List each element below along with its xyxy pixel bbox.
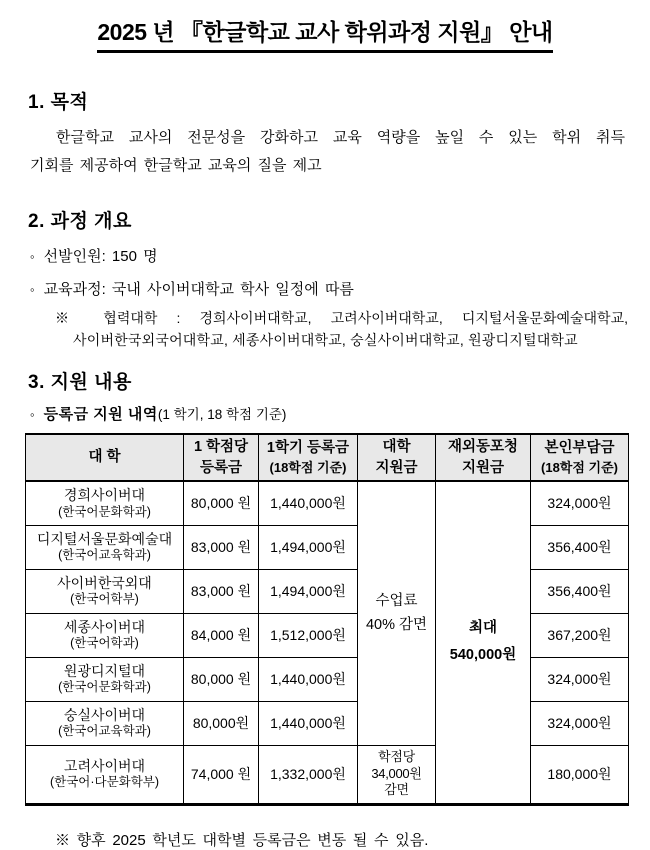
support-line: 감면 <box>384 782 409 798</box>
agency-line: 540,000원 <box>449 647 517 664</box>
per-credit-tuition-cell: 83,000 원 <box>184 569 259 613</box>
header-line: 등록금 <box>199 459 243 476</box>
header-line: (18학점 기준) <box>269 459 347 475</box>
self-payment-cell: 356,400원 <box>531 569 629 613</box>
support-line: 학점당 <box>378 748 415 764</box>
section1-paragraph <box>30 124 625 180</box>
semester-tuition-cell: 1,440,000원 <box>259 481 358 525</box>
self-payment-cell: 324,000원 <box>531 701 629 745</box>
table-row <box>26 525 629 569</box>
support-line: 수업료 <box>375 592 418 609</box>
semester-tuition-cell: 1,494,000원 <box>259 569 358 613</box>
semester-tuition-cell: 1,332,000원 <box>259 745 358 804</box>
university-name: 원광디지털대 <box>63 663 146 680</box>
header-line: 1 학점당 <box>193 438 249 455</box>
header-line: 1학기 등록금 <box>266 439 350 456</box>
self-payment-cell: 324,000원 <box>531 657 629 701</box>
cooperating-universities-note <box>55 307 628 351</box>
university-cell <box>26 701 184 745</box>
university-department: (한국어·다문화학부) <box>49 775 160 790</box>
subheading-bold-text: 등록금 지원 내역 <box>43 406 158 423</box>
university-department: (한국어교육학과) <box>58 724 151 739</box>
support-line: 40% 감면 <box>365 617 428 634</box>
section1-line2: 기회를 제공하여 한글학교 교육의 질을 제고 <box>30 157 322 174</box>
university-cell <box>26 481 184 525</box>
university-cell <box>26 657 184 701</box>
curriculum-item <box>30 279 650 301</box>
semester-tuition-cell: 1,494,000원 <box>259 525 358 569</box>
self-payment-cell: 356,400원 <box>531 525 629 569</box>
tuition-support-subheading <box>30 405 650 425</box>
agency-support-merged-cell <box>436 481 531 804</box>
self-payment-cell: 180,000원 <box>531 745 629 804</box>
support-line: 34,000원 <box>371 765 422 781</box>
self-payment-cell: 367,200원 <box>531 613 629 657</box>
tuition-support-table <box>25 433 629 806</box>
header-line: (18학점 기준) <box>541 459 618 475</box>
table-row <box>26 657 629 701</box>
table-row <box>26 745 629 804</box>
section2-heading: 2. 과정 개요 <box>28 211 132 232</box>
table-header <box>26 434 629 481</box>
document-header <box>0 14 650 53</box>
footnote: ※ 향후 2025 학년도 대학별 등록금은 변동 될 수 있음. <box>55 831 429 849</box>
selection-count-item <box>30 246 650 268</box>
section1-heading: 1. 목적 <box>28 92 89 113</box>
university-name: 경희사이버대 <box>63 487 146 504</box>
per-credit-tuition-cell: 74,000 원 <box>184 745 259 804</box>
university-cell <box>26 613 184 657</box>
curriculum-text: 교육과정: 국내 사이버대학교 학사 일정에 따름 <box>43 281 354 298</box>
university-department: (한국어학부) <box>70 592 139 607</box>
table-body <box>26 481 629 804</box>
university-department: (한국어교육학과) <box>58 548 151 563</box>
semester-tuition-cell: 1,440,000원 <box>259 701 358 745</box>
coop-note-line2: 사이버한국외국어대학교, 세종사이버대학교, 숭실사이버대학교, 원광디지털대학교 <box>73 332 578 348</box>
table-row <box>26 701 629 745</box>
header-line: 대학 <box>382 438 411 455</box>
per-credit-tuition-cell: 83,000 원 <box>184 525 259 569</box>
header-agency-support <box>436 434 531 481</box>
header-per-credit <box>184 434 259 481</box>
header-university-support <box>358 434 436 481</box>
bullet-icon: ◦ <box>30 249 35 264</box>
table-row <box>26 613 629 657</box>
per-credit-tuition-cell: 80,000 원 <box>184 657 259 701</box>
semester-tuition-cell: 1,512,000원 <box>259 613 358 657</box>
table-row <box>26 569 629 613</box>
university-support-row7-cell <box>358 745 436 804</box>
section1-line1: 한글학교 교사의 전문성을 강화하고 교육 역량을 높일 수 있는 학위 취득 <box>56 129 625 146</box>
university-cell <box>26 745 184 804</box>
university-department: (한국어문화학과) <box>58 680 151 695</box>
page-title: 2025 년 『한글학교 교사 학위과정 지원』 안내 <box>97 14 552 53</box>
bullet-icon: ◦ <box>30 282 35 297</box>
university-name: 고려사이버대 <box>63 758 146 775</box>
university-department: (한국어학과) <box>70 636 139 651</box>
per-credit-tuition-cell: 80,000원 <box>184 701 259 745</box>
agency-line: 최대 <box>468 619 497 636</box>
per-credit-tuition-cell: 84,000 원 <box>184 613 259 657</box>
subheading-note-text: (1 학기, 18 학점 기준) <box>157 407 287 422</box>
header-line: 재외동포청 <box>447 438 519 455</box>
university-name: 디지털서울문화예술대 <box>36 531 173 548</box>
header-line: 지원금 <box>461 459 505 476</box>
section3-heading: 3. 지원 내용 <box>28 372 132 393</box>
university-department: (한국어문화학과) <box>58 504 151 519</box>
self-payment-cell: 324,000원 <box>531 481 629 525</box>
bullet-icon: ◦ <box>30 407 35 422</box>
university-name: 세종사이버대 <box>63 619 146 636</box>
semester-tuition-cell: 1,440,000원 <box>259 657 358 701</box>
coop-note-line1: ※ 협력대학 : 경희사이버대학교, 고려사이버대학교, 디지털서울문화예술대학교, <box>55 310 628 326</box>
university-support-merged-cell <box>358 481 436 745</box>
header-line: 본인부담금 <box>544 439 615 456</box>
header-line: 지원금 <box>375 459 418 476</box>
selection-count-text: 선발인원: 150 명 <box>43 248 158 265</box>
per-credit-tuition-cell: 80,000 원 <box>184 481 259 525</box>
university-cell <box>26 525 184 569</box>
university-name: 숭실사이버대 <box>63 707 146 724</box>
header-self-payment <box>531 434 629 481</box>
university-cell <box>26 569 184 613</box>
table-row <box>26 481 629 525</box>
header-university: 대 학 <box>26 434 184 481</box>
university-name: 사이버한국외대 <box>57 575 152 592</box>
header-semester-tuition <box>259 434 358 481</box>
